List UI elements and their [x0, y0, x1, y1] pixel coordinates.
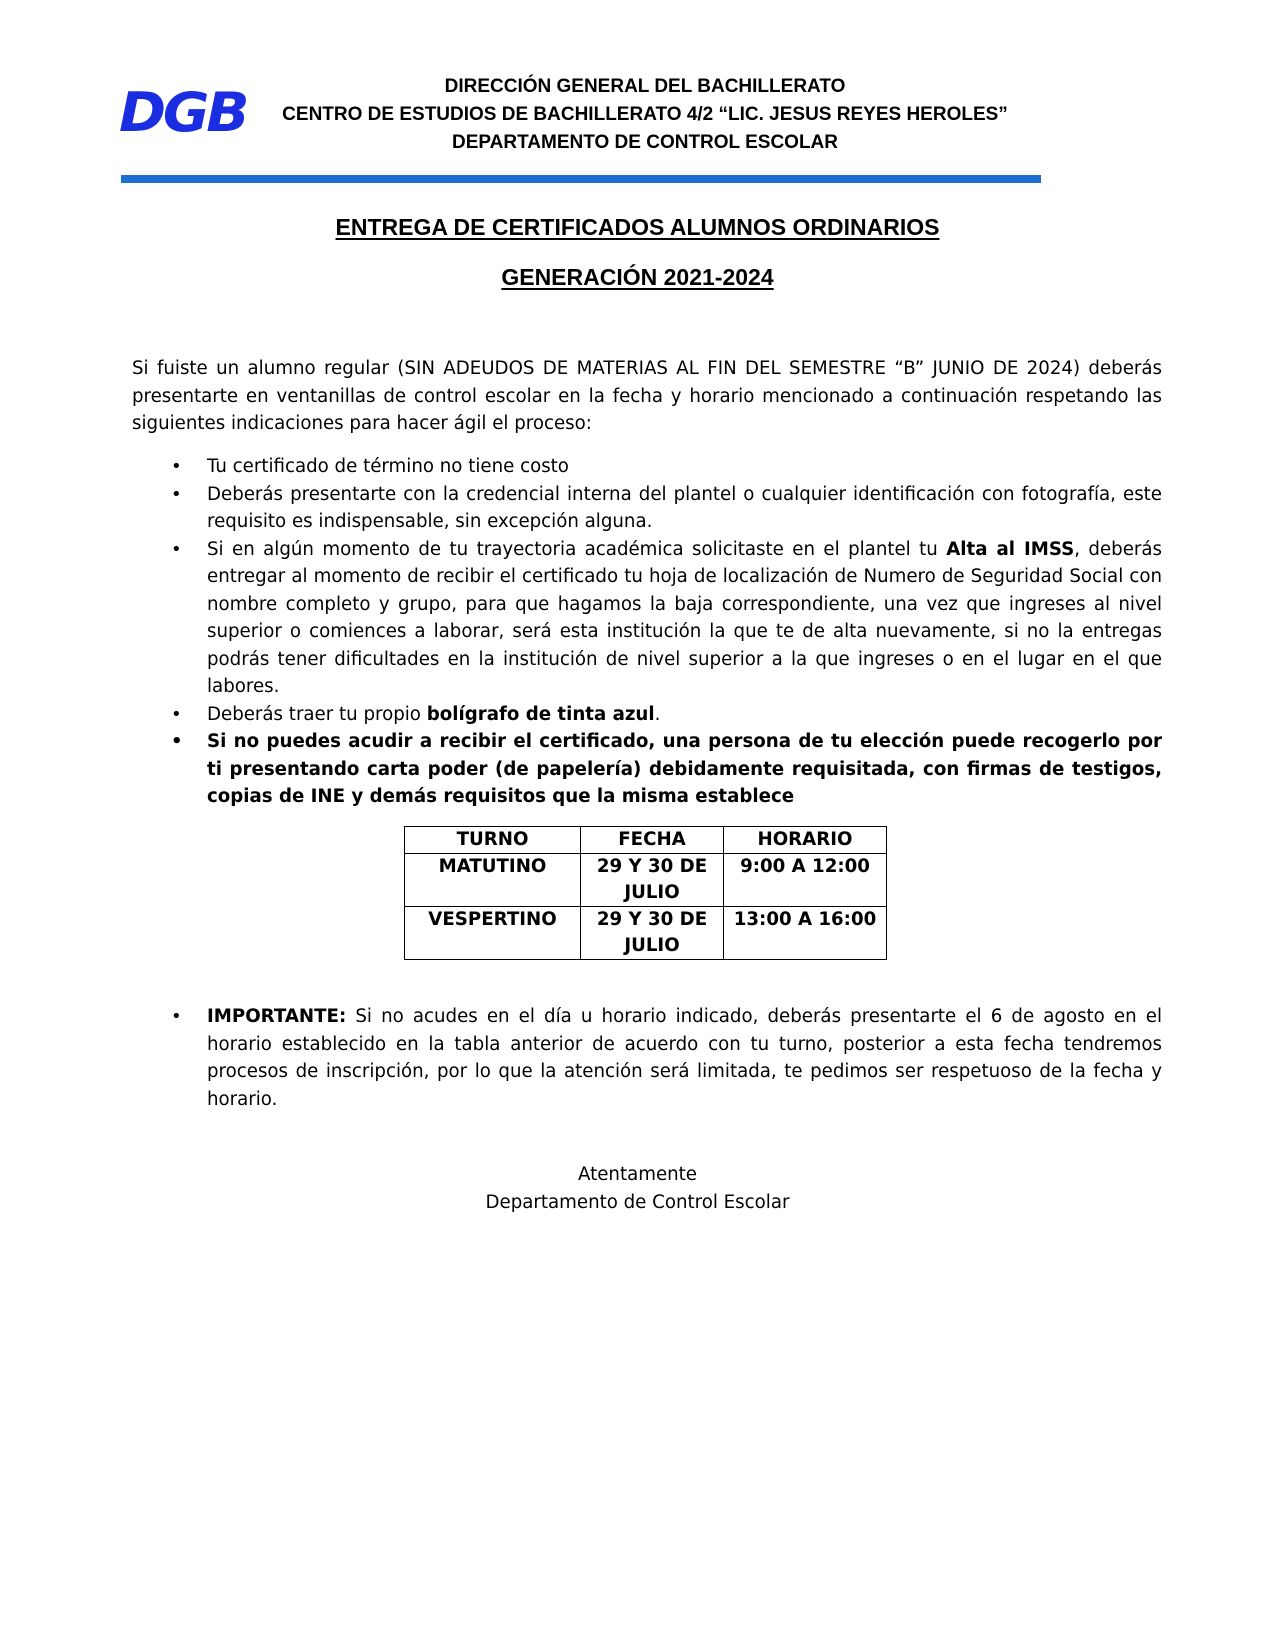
header-line-2: CENTRO DE ESTUDIOS DE BACHILLERATO 4/2 “LIC. JESUS REYES HEROLES”	[282, 104, 1008, 125]
header-divider	[121, 175, 1041, 183]
important-note	[132, 1003, 1162, 1113]
important-label: IMPORTANTE:	[207, 1006, 347, 1027]
list-item	[132, 536, 1162, 701]
table-row	[405, 907, 887, 960]
table-cell: MATUTINO	[405, 854, 581, 907]
table-header-cell: HORARIO	[724, 827, 887, 854]
important-text: Si no acudes en el día u horario indicado, deberás presentarte el 6 de agosto en el horario establecido en la tabla anterior de acuerdo con tu turno, posterior a esta fecha tendremos procesos de inscripción, por lo que la atención será limitada, te pedimos ser respetuoso de la fecha y horario.	[207, 1006, 1162, 1110]
schedule-table	[404, 826, 887, 960]
instructions-list	[132, 453, 1162, 811]
list-item	[132, 1003, 1162, 1113]
header-line-3: DEPARTAMENTO DE CONTROL ESCOLAR	[452, 132, 838, 153]
list-item	[132, 481, 1162, 536]
header-line-1: DIRECCIÓN GENERAL DEL BACHILLERATO	[444, 76, 846, 97]
table-row	[405, 854, 887, 907]
list-item-emphasis: bolígrafo de tinta azul	[426, 703, 655, 725]
list-item-text: Si en algún momento de tu trayectoria académica solicitaste en el plantel tu	[207, 538, 947, 560]
list-item-text: Deberás traer tu propio	[207, 703, 427, 725]
list-item	[132, 728, 1162, 811]
table-cell: VESPERTINO	[405, 907, 581, 960]
table-cell: 29 Y 30 DE JULIO	[581, 907, 724, 960]
table-header-cell: TURNO	[405, 827, 581, 854]
list-item-text: Tu certificado de término no tiene costo	[207, 456, 569, 477]
list-item-text: Deberás presentarte con la credencial interna del plantel o cualquier identificación con fotografía, este requisito es indispensable, sin excepción alguna.	[207, 483, 1162, 532]
list-item-text: .	[654, 703, 661, 725]
department-name: Departamento de Control Escolar	[485, 1192, 790, 1213]
list-item-text: , deberás entregar al momento de recibir el certificado tu hoja de localización de Numero de Seguridad Social con nombre completo y grupo, para que hagamos la baja correspondiente, una vez que ingreses al nivel superior o comiences a laborar, será esta institución la que te de alta nuevamente, si no la entregas podrás tener dificultades en la institución de nivel superior a la que ingreses o en el lugar en el que labores.	[207, 538, 1162, 697]
signature-block	[0, 1161, 1275, 1217]
table-header-row	[405, 827, 887, 854]
dgb-logo: DGB	[119, 81, 247, 144]
intro-paragraph: Si fuiste un alumno regular (SIN ADEUDOS DE MATERIAS AL FIN DEL SEMESTRE “B” JUNIO DE 2024) deberás presentarte en ventanillas de control escolar en la fecha y horario mencionado a continuación respetando las siguientes indicaciones para hacer ágil el proceso:	[132, 358, 1162, 434]
list-item-emphasis: Alta al IMSS	[946, 538, 1075, 560]
document-title: ENTREGA DE CERTIFICADOS ALUMNOS ORDINARIOS	[335, 214, 940, 240]
table-cell: 29 Y 30 DE JULIO	[581, 854, 724, 907]
list-item	[132, 453, 1162, 481]
closing-text: Atentamente	[577, 1164, 697, 1185]
table-header-cell: FECHA	[581, 827, 724, 854]
table-cell: 13:00 A 16:00	[724, 907, 887, 960]
document-subtitle: GENERACIÓN 2021-2024	[501, 264, 774, 290]
list-item	[132, 701, 1162, 729]
institution-header	[270, 73, 1020, 157]
table-cell: 9:00 A 12:00	[724, 854, 887, 907]
list-item-text: Si no puedes acudir a recibir el certificado, una persona de tu elección puede recogerlo por ti presentando carta poder (de papelería) debidamente requisitada, con firmas de testigos, copias de INE y demás requisitos que la misma establece	[207, 731, 1162, 807]
